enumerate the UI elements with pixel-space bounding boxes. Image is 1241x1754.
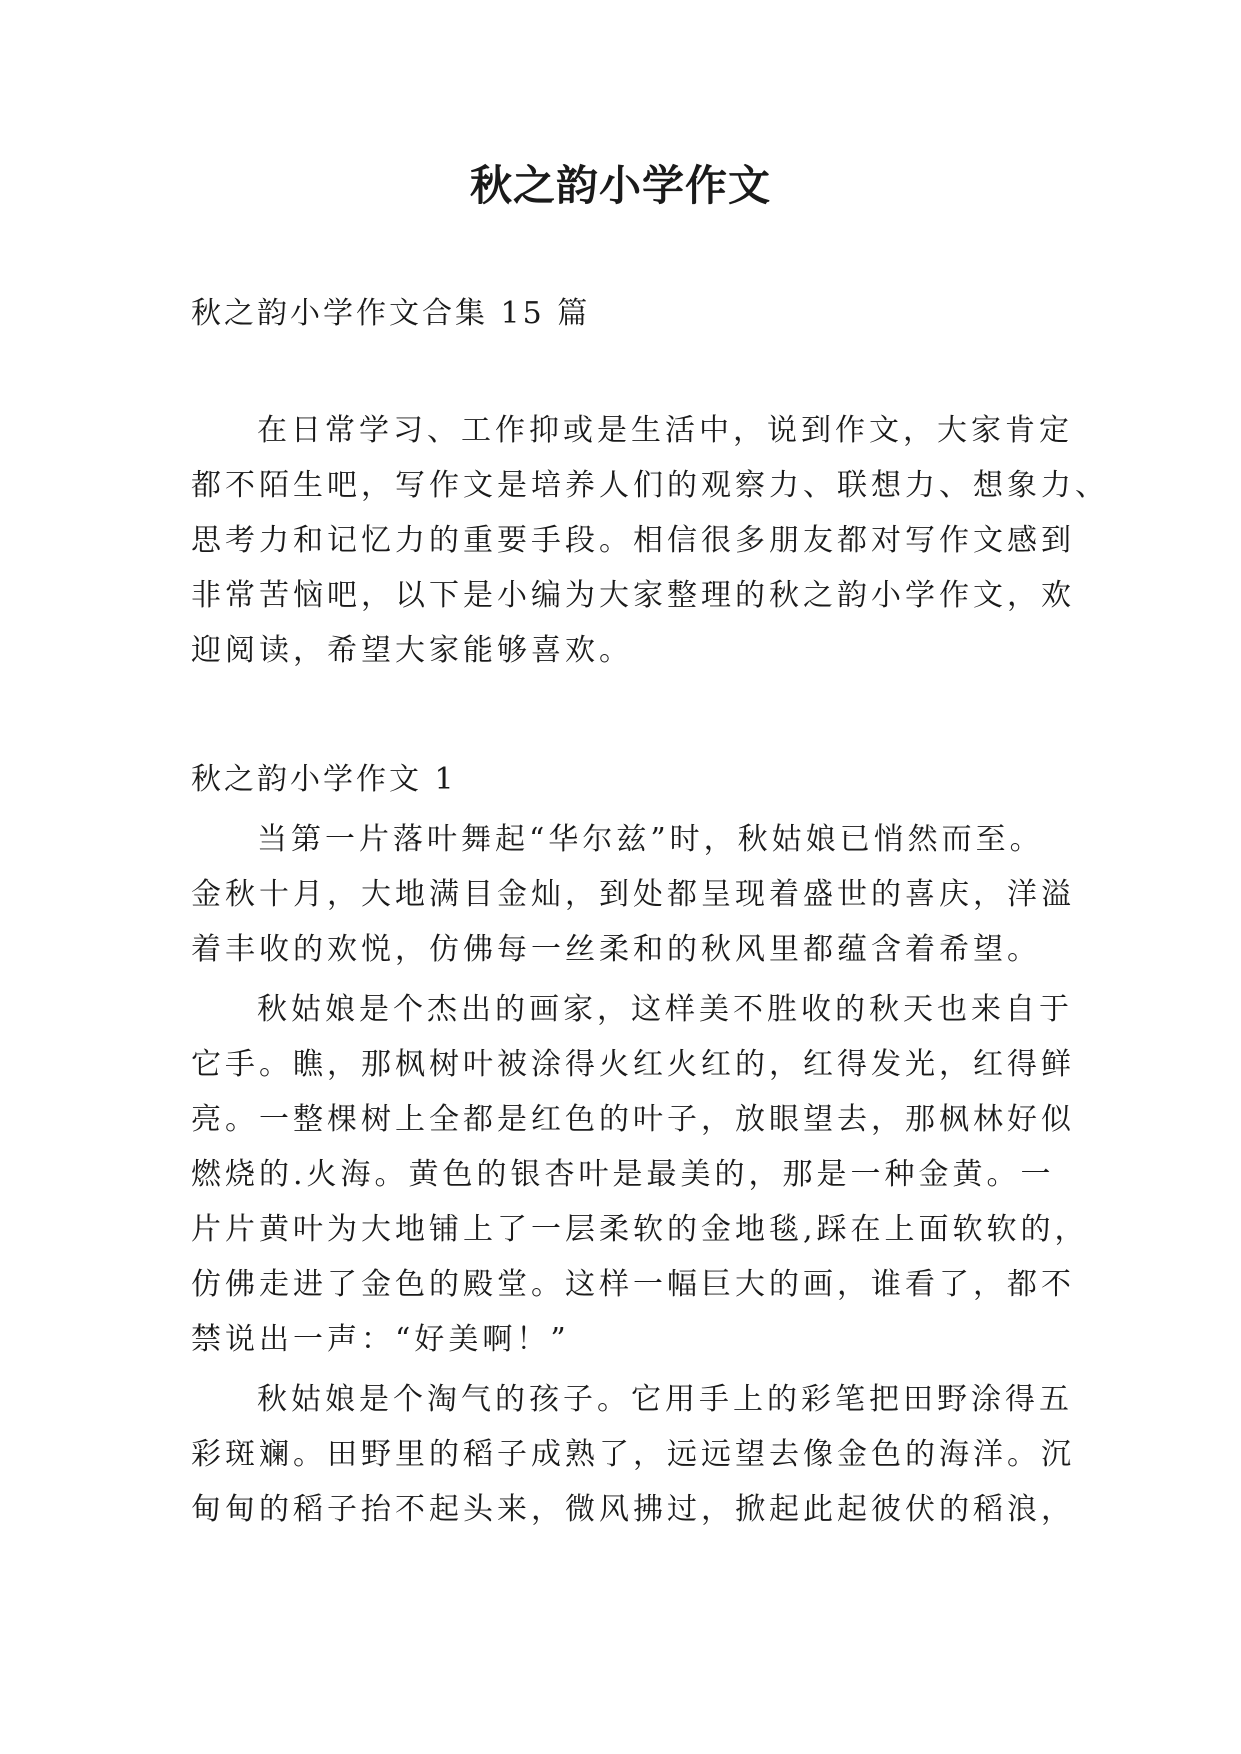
paragraph-line: 秋姑娘是个杰出的画家，这样美不胜收的秋天也来自于 [257, 992, 1073, 1027]
section-heading: 秋之韵小学作文 1 [191, 762, 457, 797]
intro-line: 迎阅读，希望大家能够喜欢。 [191, 633, 633, 668]
document-subtitle: 秋之韵小学作文合集 15 篇 [191, 296, 591, 331]
paragraph-line: 亮。一整棵树上全都是红色的叶子，放眼望去，那枫林好似 [191, 1102, 1075, 1137]
paragraph-line: 当第一片落叶舞起“华尔兹”时，秋姑娘已悄然而至。 [257, 822, 1044, 857]
paragraph-line: 秋姑娘是个淘气的孩子。它用手上的彩笔把田野涂得五 [257, 1382, 1073, 1417]
paragraph-line: 甸甸的稻子抬不起头来，微风拂过，掀起此起彼伏的稻浪， [191, 1492, 1075, 1527]
paragraph-line: 着丰收的欢悦，仿佛每一丝柔和的秋风里都蕴含着希望。 [191, 932, 1041, 967]
document-title: 秋之韵小学作文 [469, 161, 771, 210]
paragraph-1 [191, 812, 1075, 977]
paragraph-line: 禁说出一声：“好美啊！” [191, 1322, 570, 1357]
paragraph-3 [191, 1372, 1075, 1537]
intro-paragraph [191, 403, 1109, 678]
paragraph-line: 它手。瞧，那枫树叶被涂得火红火红的，红得发光，红得鲜 [191, 1047, 1075, 1082]
paragraph-2 [191, 982, 1089, 1367]
intro-line: 在日常学习、工作抑或是生活中，说到作文，大家肯定 [257, 413, 1073, 448]
intro-line: 都不陌生吧，写作文是培养人们的观察力、联想力、想象力、 [191, 468, 1109, 503]
paragraph-line: 彩斑斓。田野里的稻子成熟了，远远望去像金色的海洋。沉 [191, 1437, 1075, 1472]
intro-line: 思考力和记忆力的重要手段。相信很多朋友都对写作文感到 [191, 523, 1075, 558]
paragraph-line: 片片黄叶为大地铺上了一层柔软的金地毯,踩在上面软软的， [191, 1212, 1089, 1247]
paragraph-line: 仿佛走进了金色的殿堂。这样一幅巨大的画，谁看了，都不 [191, 1267, 1075, 1302]
paragraph-line: 燃烧的.火海。黄色的银杏叶是最美的，那是一种金黄。一 [191, 1157, 1055, 1192]
intro-line: 非常苦恼吧，以下是小编为大家整理的秋之韵小学作文，欢 [191, 578, 1075, 613]
paragraph-line: 金秋十月，大地满目金灿，到处都呈现着盛世的喜庆，洋溢 [191, 877, 1075, 912]
